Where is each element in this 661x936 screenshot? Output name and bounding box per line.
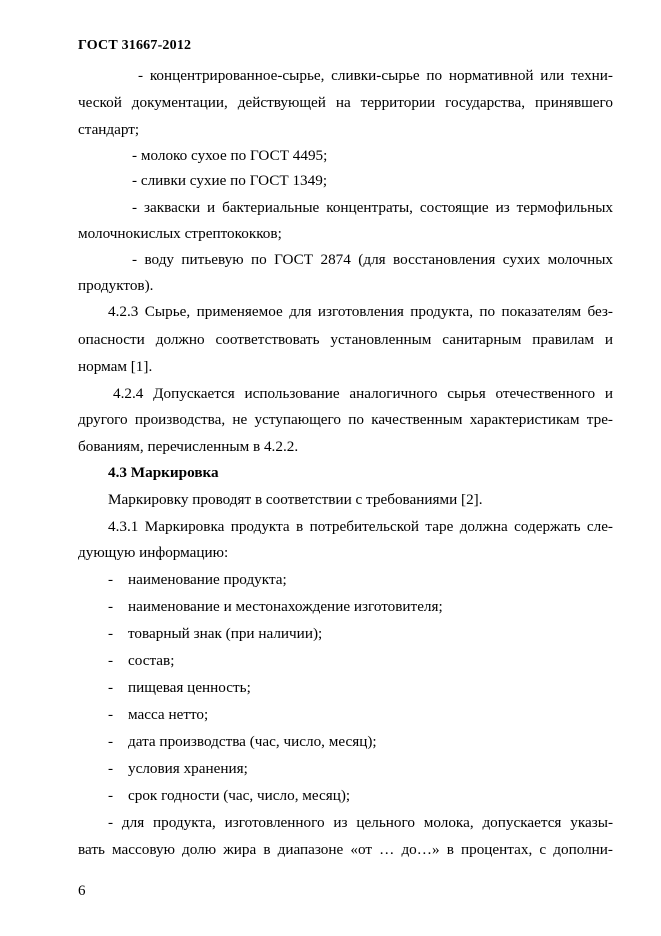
list-bullet: -	[108, 733, 114, 750]
dry-milk-item: - молоко сухое по ГОСТ 4495;	[132, 147, 328, 164]
list-bullet: -	[108, 598, 114, 615]
list-bullet: -	[108, 652, 114, 669]
clause-4-2-4-line-2: другого производства, не уступающего по качественным характеристикам тре-	[78, 411, 613, 428]
list-bullet: -	[108, 760, 114, 777]
concentrated-raw-line-2: ческой документации, действующей на территории государства, принявшего	[78, 94, 613, 111]
starters-line-1: - закваски и бактериальные концентраты, состоящие из термофильных	[132, 199, 613, 216]
list-item: масса нетто;	[128, 706, 209, 723]
list-bullet: -	[108, 571, 114, 588]
starters-line-2: молочнокислых стрептококков;	[78, 225, 282, 242]
list-item: пищевая ценность;	[128, 679, 251, 696]
water-line-2: продуктов).	[78, 277, 154, 294]
list-item: наименование и местонахождение изготовителя;	[128, 598, 443, 615]
concentrated-raw-line-3: стандарт;	[78, 121, 140, 138]
list-item: наименование продукта;	[128, 571, 287, 588]
clause-4-3-1-line-1: 4.3.1 Маркировка продукта в потребительской таре должна содержать сле-	[108, 518, 613, 535]
list-item: срок годности (час, число, месяц);	[128, 787, 351, 804]
clause-4-2-3-line-3: нормам [1].	[78, 358, 153, 375]
list-item: дата производства (час, число, месяц);	[128, 733, 377, 750]
list-bullet: -	[108, 679, 114, 696]
section-4-3-intro: Маркировку проводят в соответствии с требованиями [2].	[108, 491, 483, 508]
page-number: 6	[78, 883, 86, 899]
fat-content-line-1: - для продукта, изготовленного из цельного молока, допускается указы-	[108, 814, 613, 831]
list-item: условия хранения;	[128, 760, 248, 777]
list-bullet: -	[108, 625, 114, 642]
clause-4-2-4-line-3: бованиям, перечисленным в 4.2.2.	[78, 438, 299, 455]
document-header: ГОСТ 31667-2012	[78, 38, 192, 53]
clause-4-2-3-line-1: 4.2.3 Сырье, применяемое для изготовления продукта, по показателям без-	[108, 303, 613, 320]
list-bullet: -	[108, 787, 114, 804]
section-4-3-heading: 4.3 Маркировка	[108, 464, 219, 481]
list-bullet: -	[108, 706, 114, 723]
dry-cream-item: - сливки сухие по ГОСТ 1349;	[132, 172, 328, 189]
list-item: товарный знак (при наличии);	[128, 625, 323, 642]
concentrated-raw-line-1: - концентрированное-сырье, сливки-сырье по нормативной или техни-	[138, 67, 613, 84]
clause-4-3-1-line-2: дующую информацию:	[78, 544, 229, 561]
list-item: состав;	[128, 652, 175, 669]
clause-4-2-4-line-1: 4.2.4 Допускается использование аналогичного сырья отечественного и	[113, 385, 613, 402]
clause-4-2-3-line-2: опасности должно соответствовать установленным санитарным правилам и	[78, 331, 613, 348]
water-line-1: - воду питьевую по ГОСТ 2874 (для восстановления сухих молочных	[132, 251, 613, 268]
fat-content-line-2: вать массовую долю жира в диапазоне «от … до…» в процентах, с дополни-	[78, 841, 613, 858]
